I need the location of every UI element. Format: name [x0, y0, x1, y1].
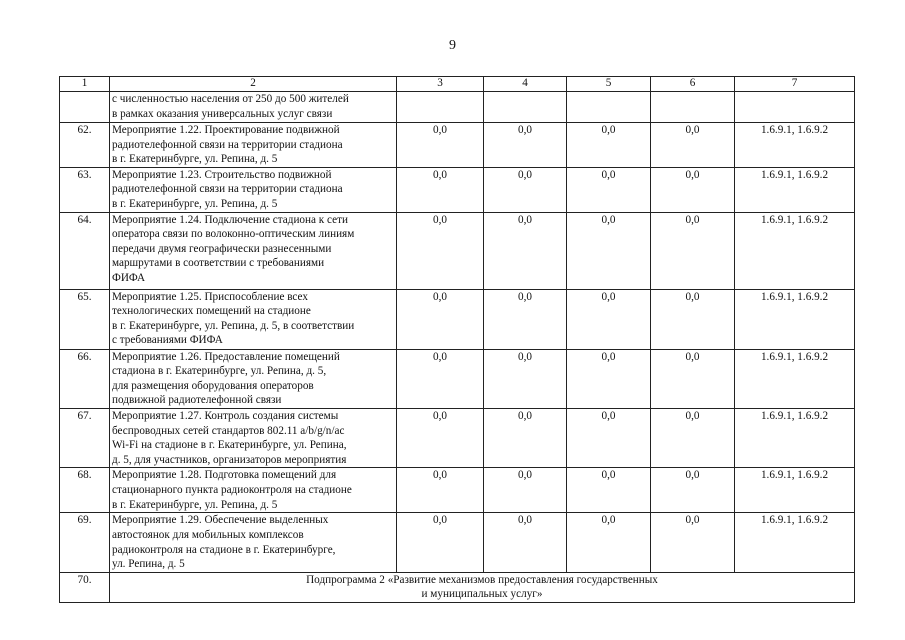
- row-value-col5: 0,0: [567, 468, 651, 513]
- row-value-col4: 0,0: [484, 513, 567, 572]
- row-value-col6: 0,0: [651, 123, 735, 168]
- row-target-codes: 1.6.9.1, 1.6.9.2: [735, 513, 855, 572]
- row-description: Мероприятие 1.22. Проектирование подвижной радиотелефонной связи на территории стадиона в г. Екатеринбурге, ул. Репина, д. 5: [110, 123, 397, 168]
- row-value-col3: 0,0: [397, 408, 484, 467]
- row-description: Мероприятие 1.29. Обеспечение выделенных автостоянок для мобильных комплексов радиоконтроля на стадионе в г. Екатеринбурге, ул. Репина, д. 5: [110, 513, 397, 572]
- row-value-col4: 0,0: [484, 349, 567, 408]
- row-value-col5: 0,0: [567, 513, 651, 572]
- table-body: [60, 77, 855, 603]
- row-value-col4: 0,0: [484, 468, 567, 513]
- row-description: Мероприятие 1.28. Подготовка помещений для стационарного пункта радиоконтроля на стадионе в г. Екатеринбурге, ул. Репина, д. 5: [110, 468, 397, 513]
- header-cell-7: 7: [735, 77, 855, 92]
- row-value-col5: 0,0: [567, 167, 651, 212]
- row-value-col4: 0,0: [484, 123, 567, 168]
- row-value-col3: 0,0: [397, 167, 484, 212]
- row-description: Мероприятие 1.26. Предоставление помещений стадиона в г. Екатеринбурге, ул. Репина, д. 5, для размещения оборудования операторов подвижной радиотелефонной связи: [110, 349, 397, 408]
- table-row: [60, 349, 855, 408]
- row-target-codes: 1.6.9.1, 1.6.9.2: [735, 289, 855, 349]
- row-value-col6: 0,0: [651, 408, 735, 467]
- row-value-col3: 0,0: [397, 349, 484, 408]
- row-value-col3: 0,0: [397, 513, 484, 572]
- row-number: 69.: [60, 513, 110, 572]
- row-target-codes: 1.6.9.1, 1.6.9.2: [735, 167, 855, 212]
- continuation-text: с численностью населения от 250 до 500 жителей в рамках оказания универсальных услуг связи: [110, 92, 397, 123]
- row-value-col4: 0,0: [484, 289, 567, 349]
- continuation-num-cell: [60, 92, 110, 123]
- row-value-col6: 0,0: [651, 212, 735, 289]
- table-row: [60, 212, 855, 289]
- row-value-col5: 0,0: [567, 123, 651, 168]
- row-value-col5: 0,0: [567, 212, 651, 289]
- table-row: [60, 123, 855, 168]
- row-number: 67.: [60, 408, 110, 467]
- row-value-col3: 0,0: [397, 123, 484, 168]
- table-row: [60, 513, 855, 572]
- header-cell-6: 6: [651, 77, 735, 92]
- row-description: Мероприятие 1.24. Подключение стадиона к сети оператора связи по волоконно-оптическим линиям передачи двумя географически разнесенными маршрутами в соответствии с требованиями ФИФА: [110, 212, 397, 289]
- table-header-row: [60, 77, 855, 92]
- row-value-col3: 0,0: [397, 212, 484, 289]
- continuation-cell-6: [651, 92, 735, 123]
- row-number: 63.: [60, 167, 110, 212]
- row-value-col5: 0,0: [567, 349, 651, 408]
- row-target-codes: 1.6.9.1, 1.6.9.2: [735, 408, 855, 467]
- row-target-codes: 1.6.9.1, 1.6.9.2: [735, 349, 855, 408]
- row-number: 62.: [60, 123, 110, 168]
- continuation-cell-3: [397, 92, 484, 123]
- row-value-col6: 0,0: [651, 513, 735, 572]
- row-number: 68.: [60, 468, 110, 513]
- row-value-col3: 0,0: [397, 289, 484, 349]
- table-row: [60, 167, 855, 212]
- continuation-row: [60, 92, 855, 123]
- table-row: [60, 289, 855, 349]
- row-description: Мероприятие 1.23. Строительство подвижной радиотелефонной связи на территории стадиона в г. Екатеринбурге, ул. Репина, д. 5: [110, 167, 397, 212]
- row-value-col4: 0,0: [484, 408, 567, 467]
- row-description: Мероприятие 1.27. Контроль создания системы беспроводных сетей стандартов 802.11 a/b/g/n/ac Wi-Fi на стадионе в г. Екатеринбурге, ул. Репина, д. 5, для участников, организаторов мероприятия: [110, 408, 397, 467]
- continuation-cell-5: [567, 92, 651, 123]
- header-cell-4: 4: [484, 77, 567, 92]
- row-value-col4: 0,0: [484, 167, 567, 212]
- table-row: [60, 468, 855, 513]
- row-target-codes: 1.6.9.1, 1.6.9.2: [735, 123, 855, 168]
- row-target-codes: 1.6.9.1, 1.6.9.2: [735, 468, 855, 513]
- row-value-col3: 0,0: [397, 468, 484, 513]
- row-value-col6: 0,0: [651, 167, 735, 212]
- header-cell-5: 5: [567, 77, 651, 92]
- row-number: 65.: [60, 289, 110, 349]
- row-value-col4: 0,0: [484, 212, 567, 289]
- row-number: 66.: [60, 349, 110, 408]
- row-value-col6: 0,0: [651, 289, 735, 349]
- row-value-col6: 0,0: [651, 468, 735, 513]
- row-description: Мероприятие 1.25. Приспособление всех технологических помещений на стадионе в г. Екатеринбурге, ул. Репина, д. 5, в соответствии с требованиями ФИФА: [110, 289, 397, 349]
- row-number: 64.: [60, 212, 110, 289]
- row-value-col6: 0,0: [651, 349, 735, 408]
- continuation-cell-4: [484, 92, 567, 123]
- row-value-col5: 0,0: [567, 408, 651, 467]
- table-row: [60, 408, 855, 467]
- header-cell-2: 2: [110, 77, 397, 92]
- subprogram-number: 70.: [60, 572, 110, 602]
- row-value-col5: 0,0: [567, 289, 651, 349]
- subprogram-row: [60, 572, 855, 602]
- subprogram-title: Подпрограмма 2 «Развитие механизмов предоставления государственных и муниципальных услуг»: [110, 572, 855, 602]
- activities-table: [59, 76, 855, 603]
- page-number: 9: [449, 38, 456, 53]
- header-cell-3: 3: [397, 77, 484, 92]
- continuation-cell-7: [735, 92, 855, 123]
- header-cell-1: 1: [60, 77, 110, 92]
- row-target-codes: 1.6.9.1, 1.6.9.2: [735, 212, 855, 289]
